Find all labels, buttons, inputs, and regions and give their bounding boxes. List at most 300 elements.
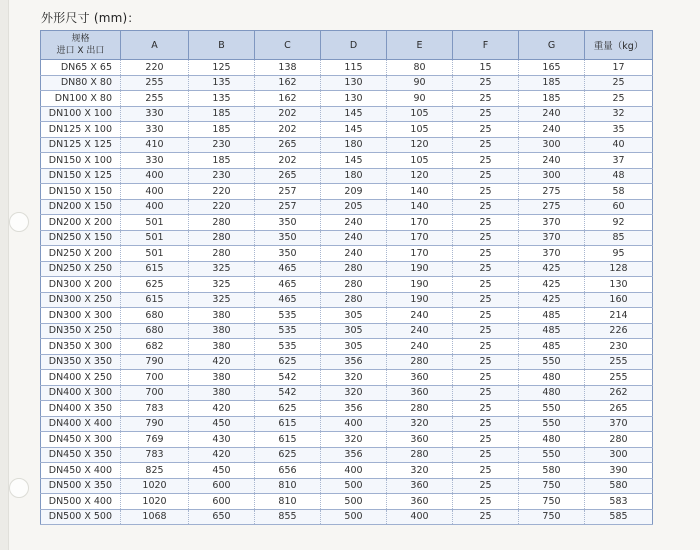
spec-header-line1: 规格 (71, 34, 90, 44)
cell-b: 185 (189, 122, 255, 138)
cell-weight: 58 (585, 184, 653, 200)
cell-g: 240 (519, 106, 585, 122)
table-row (41, 199, 653, 215)
spec-header (41, 31, 121, 60)
cell-f: 25 (453, 153, 519, 169)
cell-spec: DN80 X 80 (41, 75, 121, 91)
cell-g: 485 (519, 323, 585, 339)
cell-d: 356 (321, 354, 387, 370)
cell-spec: DN250 X 250 (41, 261, 121, 277)
cell-e: 190 (387, 261, 453, 277)
cell-g: 750 (519, 494, 585, 510)
cell-f: 25 (453, 478, 519, 494)
cell-f: 15 (453, 60, 519, 76)
cell-a: 682 (121, 339, 189, 355)
cell-e: 280 (387, 401, 453, 417)
cell-a: 501 (121, 246, 189, 262)
table-row (41, 463, 653, 479)
cell-weight: 85 (585, 230, 653, 246)
cell-c: 265 (255, 137, 321, 153)
cell-spec: DN400 X 350 (41, 401, 121, 417)
cell-spec: DN65 X 65 (41, 60, 121, 76)
cell-weight: 255 (585, 370, 653, 386)
cell-a: 1020 (121, 478, 189, 494)
cell-c: 257 (255, 184, 321, 200)
cell-f: 25 (453, 323, 519, 339)
cell-d: 205 (321, 199, 387, 215)
cell-spec: DN350 X 350 (41, 354, 121, 370)
cell-e: 360 (387, 432, 453, 448)
cell-c: 855 (255, 509, 321, 525)
cell-g: 370 (519, 215, 585, 231)
cell-f: 25 (453, 432, 519, 448)
table-row (41, 168, 653, 184)
cell-d: 240 (321, 246, 387, 262)
cell-e: 170 (387, 246, 453, 262)
cell-b: 380 (189, 385, 255, 401)
cell-a: 220 (121, 60, 189, 76)
table-row (41, 292, 653, 308)
cell-spec: DN350 X 300 (41, 339, 121, 355)
cell-b: 125 (189, 60, 255, 76)
cell-c: 656 (255, 463, 321, 479)
cell-c: 265 (255, 168, 321, 184)
cell-spec: DN450 X 350 (41, 447, 121, 463)
cell-d: 130 (321, 75, 387, 91)
table-row (41, 137, 653, 153)
cell-g: 550 (519, 447, 585, 463)
cell-a: 615 (121, 261, 189, 277)
cell-a: 410 (121, 137, 189, 153)
cell-d: 320 (321, 432, 387, 448)
cell-b: 380 (189, 308, 255, 324)
cell-g: 185 (519, 91, 585, 107)
cell-f: 25 (453, 199, 519, 215)
cell-b: 230 (189, 168, 255, 184)
cell-e: 240 (387, 339, 453, 355)
cell-g: 480 (519, 432, 585, 448)
cell-c: 542 (255, 370, 321, 386)
cell-d: 145 (321, 106, 387, 122)
table-row (41, 447, 653, 463)
cell-spec: DN300 X 250 (41, 292, 121, 308)
cell-c: 138 (255, 60, 321, 76)
table-row (41, 230, 653, 246)
page-title: 外形尺寸 (mm)： (41, 11, 140, 25)
cell-d: 280 (321, 261, 387, 277)
table-row (41, 60, 653, 76)
cell-a: 330 (121, 122, 189, 138)
table-row (41, 106, 653, 122)
cell-g: 550 (519, 354, 585, 370)
binder-edge (0, 0, 9, 550)
cell-e: 240 (387, 323, 453, 339)
cell-weight: 25 (585, 75, 653, 91)
table-row (41, 277, 653, 293)
cell-c: 350 (255, 246, 321, 262)
cell-e: 140 (387, 199, 453, 215)
cell-spec: DN400 X 400 (41, 416, 121, 432)
cell-g: 480 (519, 370, 585, 386)
cell-weight: 580 (585, 478, 653, 494)
cell-spec: DN200 X 150 (41, 199, 121, 215)
cell-f: 25 (453, 122, 519, 138)
cell-weight: 230 (585, 339, 653, 355)
cell-spec: DN300 X 200 (41, 277, 121, 293)
cell-spec: DN450 X 400 (41, 463, 121, 479)
cell-d: 145 (321, 122, 387, 138)
table-row (41, 478, 653, 494)
table-row (41, 261, 653, 277)
cell-g: 300 (519, 137, 585, 153)
cell-weight: 25 (585, 91, 653, 107)
cell-spec: DN100 X 100 (41, 106, 121, 122)
cell-weight: 92 (585, 215, 653, 231)
cell-a: 700 (121, 385, 189, 401)
cell-e: 320 (387, 416, 453, 432)
cell-b: 280 (189, 246, 255, 262)
cell-b: 185 (189, 153, 255, 169)
cell-e: 105 (387, 106, 453, 122)
cell-e: 280 (387, 447, 453, 463)
cell-b: 650 (189, 509, 255, 525)
binder-hole (9, 478, 29, 498)
cell-b: 450 (189, 463, 255, 479)
cell-spec: DN500 X 500 (41, 509, 121, 525)
cell-g: 550 (519, 416, 585, 432)
cell-d: 500 (321, 509, 387, 525)
cell-spec: DN250 X 150 (41, 230, 121, 246)
cell-e: 190 (387, 277, 453, 293)
cell-f: 25 (453, 277, 519, 293)
cell-c: 615 (255, 416, 321, 432)
cell-a: 1020 (121, 494, 189, 510)
cell-g: 485 (519, 308, 585, 324)
col-header-c: C (255, 31, 321, 60)
cell-weight: 40 (585, 137, 653, 153)
cell-b: 325 (189, 277, 255, 293)
cell-b: 220 (189, 184, 255, 200)
cell-e: 80 (387, 60, 453, 76)
cell-e: 360 (387, 478, 453, 494)
cell-b: 230 (189, 137, 255, 153)
cell-c: 202 (255, 106, 321, 122)
cell-e: 240 (387, 308, 453, 324)
cell-g: 300 (519, 168, 585, 184)
cell-d: 305 (321, 339, 387, 355)
cell-b: 420 (189, 447, 255, 463)
cell-spec: DN100 X 80 (41, 91, 121, 107)
cell-c: 202 (255, 122, 321, 138)
cell-d: 305 (321, 323, 387, 339)
cell-c: 542 (255, 385, 321, 401)
cell-a: 255 (121, 91, 189, 107)
cell-d: 240 (321, 230, 387, 246)
cell-f: 25 (453, 463, 519, 479)
col-header-e: E (387, 31, 453, 60)
cell-e: 400 (387, 509, 453, 525)
cell-f: 25 (453, 385, 519, 401)
cell-b: 325 (189, 261, 255, 277)
cell-d: 180 (321, 137, 387, 153)
cell-e: 170 (387, 215, 453, 231)
cell-weight: 214 (585, 308, 653, 324)
table-row (41, 184, 653, 200)
cell-g: 240 (519, 122, 585, 138)
cell-b: 380 (189, 339, 255, 355)
cell-spec: DN150 X 100 (41, 153, 121, 169)
cell-a: 825 (121, 463, 189, 479)
cell-a: 790 (121, 354, 189, 370)
cell-d: 240 (321, 215, 387, 231)
col-header-b: B (189, 31, 255, 60)
cell-d: 180 (321, 168, 387, 184)
cell-c: 350 (255, 230, 321, 246)
cell-c: 202 (255, 153, 321, 169)
cell-g: 425 (519, 277, 585, 293)
cell-weight: 280 (585, 432, 653, 448)
cell-e: 120 (387, 137, 453, 153)
cell-d: 356 (321, 401, 387, 417)
cell-c: 465 (255, 277, 321, 293)
cell-b: 135 (189, 75, 255, 91)
cell-weight: 60 (585, 199, 653, 215)
cell-f: 25 (453, 494, 519, 510)
table-row (41, 416, 653, 432)
cell-spec: DN400 X 300 (41, 385, 121, 401)
cell-weight: 390 (585, 463, 653, 479)
cell-b: 135 (189, 91, 255, 107)
cell-d: 305 (321, 308, 387, 324)
cell-e: 190 (387, 292, 453, 308)
cell-spec: DN500 X 400 (41, 494, 121, 510)
cell-g: 485 (519, 339, 585, 355)
cell-e: 120 (387, 168, 453, 184)
dimensions-table (40, 30, 653, 525)
cell-a: 1068 (121, 509, 189, 525)
table-row (41, 370, 653, 386)
table-row (41, 354, 653, 370)
cell-a: 615 (121, 292, 189, 308)
cell-b: 600 (189, 478, 255, 494)
cell-weight: 95 (585, 246, 653, 262)
cell-d: 209 (321, 184, 387, 200)
cell-b: 420 (189, 354, 255, 370)
cell-c: 465 (255, 292, 321, 308)
cell-g: 750 (519, 509, 585, 525)
table-row (41, 215, 653, 231)
cell-c: 535 (255, 339, 321, 355)
cell-f: 25 (453, 261, 519, 277)
cell-g: 480 (519, 385, 585, 401)
cell-b: 420 (189, 401, 255, 417)
cell-c: 810 (255, 494, 321, 510)
cell-spec: DN500 X 350 (41, 478, 121, 494)
table-row (41, 91, 653, 107)
cell-f: 25 (453, 308, 519, 324)
cell-f: 25 (453, 168, 519, 184)
cell-g: 370 (519, 246, 585, 262)
cell-weight: 262 (585, 385, 653, 401)
cell-f: 25 (453, 184, 519, 200)
cell-a: 330 (121, 106, 189, 122)
cell-e: 90 (387, 91, 453, 107)
cell-a: 400 (121, 199, 189, 215)
table-body (41, 60, 653, 525)
cell-f: 25 (453, 137, 519, 153)
table-row (41, 122, 653, 138)
cell-spec: DN250 X 200 (41, 246, 121, 262)
cell-f: 25 (453, 75, 519, 91)
col-header-d: D (321, 31, 387, 60)
cell-a: 400 (121, 168, 189, 184)
cell-e: 360 (387, 494, 453, 510)
cell-weight: 17 (585, 60, 653, 76)
cell-b: 450 (189, 416, 255, 432)
table-row (41, 339, 653, 355)
cell-a: 330 (121, 153, 189, 169)
table-row (41, 75, 653, 91)
cell-g: 580 (519, 463, 585, 479)
cell-f: 25 (453, 91, 519, 107)
cell-g: 750 (519, 478, 585, 494)
col-header-a: A (121, 31, 189, 60)
cell-f: 25 (453, 215, 519, 231)
cell-weight: 255 (585, 354, 653, 370)
table-header-row (41, 31, 653, 60)
table-row (41, 308, 653, 324)
cell-f: 25 (453, 370, 519, 386)
cell-f: 25 (453, 354, 519, 370)
cell-e: 105 (387, 153, 453, 169)
cell-c: 625 (255, 401, 321, 417)
cell-a: 255 (121, 75, 189, 91)
cell-f: 25 (453, 106, 519, 122)
cell-b: 325 (189, 292, 255, 308)
cell-c: 810 (255, 478, 321, 494)
cell-f: 25 (453, 292, 519, 308)
cell-weight: 160 (585, 292, 653, 308)
cell-d: 400 (321, 416, 387, 432)
cell-a: 680 (121, 323, 189, 339)
cell-spec: DN300 X 300 (41, 308, 121, 324)
cell-d: 280 (321, 277, 387, 293)
table-row (41, 385, 653, 401)
cell-weight: 37 (585, 153, 653, 169)
cell-e: 360 (387, 370, 453, 386)
table-row (41, 432, 653, 448)
cell-b: 280 (189, 215, 255, 231)
cell-g: 275 (519, 199, 585, 215)
col-header-weight: 重量（kg） (585, 31, 653, 60)
cell-b: 280 (189, 230, 255, 246)
cell-d: 280 (321, 292, 387, 308)
cell-c: 535 (255, 308, 321, 324)
cell-g: 370 (519, 230, 585, 246)
cell-d: 500 (321, 494, 387, 510)
cell-d: 115 (321, 60, 387, 76)
cell-e: 170 (387, 230, 453, 246)
cell-f: 25 (453, 416, 519, 432)
cell-c: 535 (255, 323, 321, 339)
cell-weight: 35 (585, 122, 653, 138)
cell-weight: 585 (585, 509, 653, 525)
cell-g: 425 (519, 261, 585, 277)
cell-weight: 128 (585, 261, 653, 277)
cell-c: 350 (255, 215, 321, 231)
cell-a: 783 (121, 447, 189, 463)
table-row (41, 153, 653, 169)
spec-header-line2: 进口 X 出口 (56, 46, 105, 56)
cell-g: 185 (519, 75, 585, 91)
table-row (41, 494, 653, 510)
table-row (41, 323, 653, 339)
cell-a: 400 (121, 184, 189, 200)
cell-spec: DN350 X 250 (41, 323, 121, 339)
cell-f: 25 (453, 246, 519, 262)
cell-a: 680 (121, 308, 189, 324)
table-row (41, 509, 653, 525)
cell-c: 625 (255, 447, 321, 463)
cell-weight: 32 (585, 106, 653, 122)
cell-e: 140 (387, 184, 453, 200)
cell-spec: DN150 X 150 (41, 184, 121, 200)
cell-f: 25 (453, 401, 519, 417)
cell-f: 25 (453, 509, 519, 525)
cell-c: 625 (255, 354, 321, 370)
cell-b: 380 (189, 323, 255, 339)
cell-e: 90 (387, 75, 453, 91)
cell-spec: DN125 X 100 (41, 122, 121, 138)
cell-g: 275 (519, 184, 585, 200)
cell-a: 501 (121, 215, 189, 231)
cell-d: 320 (321, 385, 387, 401)
cell-d: 356 (321, 447, 387, 463)
cell-g: 240 (519, 153, 585, 169)
cell-b: 600 (189, 494, 255, 510)
cell-weight: 300 (585, 447, 653, 463)
cell-c: 162 (255, 91, 321, 107)
cell-d: 130 (321, 91, 387, 107)
cell-a: 790 (121, 416, 189, 432)
cell-b: 380 (189, 370, 255, 386)
cell-d: 400 (321, 463, 387, 479)
cell-weight: 48 (585, 168, 653, 184)
cell-a: 625 (121, 277, 189, 293)
cell-spec: DN200 X 200 (41, 215, 121, 231)
cell-a: 700 (121, 370, 189, 386)
cell-c: 257 (255, 199, 321, 215)
cell-spec: DN450 X 300 (41, 432, 121, 448)
cell-f: 25 (453, 230, 519, 246)
cell-e: 360 (387, 385, 453, 401)
cell-b: 185 (189, 106, 255, 122)
cell-a: 783 (121, 401, 189, 417)
col-header-g: G (519, 31, 585, 60)
cell-spec: DN400 X 250 (41, 370, 121, 386)
cell-d: 320 (321, 370, 387, 386)
cell-weight: 226 (585, 323, 653, 339)
cell-e: 320 (387, 463, 453, 479)
cell-e: 105 (387, 122, 453, 138)
cell-f: 25 (453, 339, 519, 355)
cell-g: 425 (519, 292, 585, 308)
cell-g: 165 (519, 60, 585, 76)
cell-d: 145 (321, 153, 387, 169)
cell-spec: DN150 X 125 (41, 168, 121, 184)
cell-c: 465 (255, 261, 321, 277)
cell-weight: 265 (585, 401, 653, 417)
